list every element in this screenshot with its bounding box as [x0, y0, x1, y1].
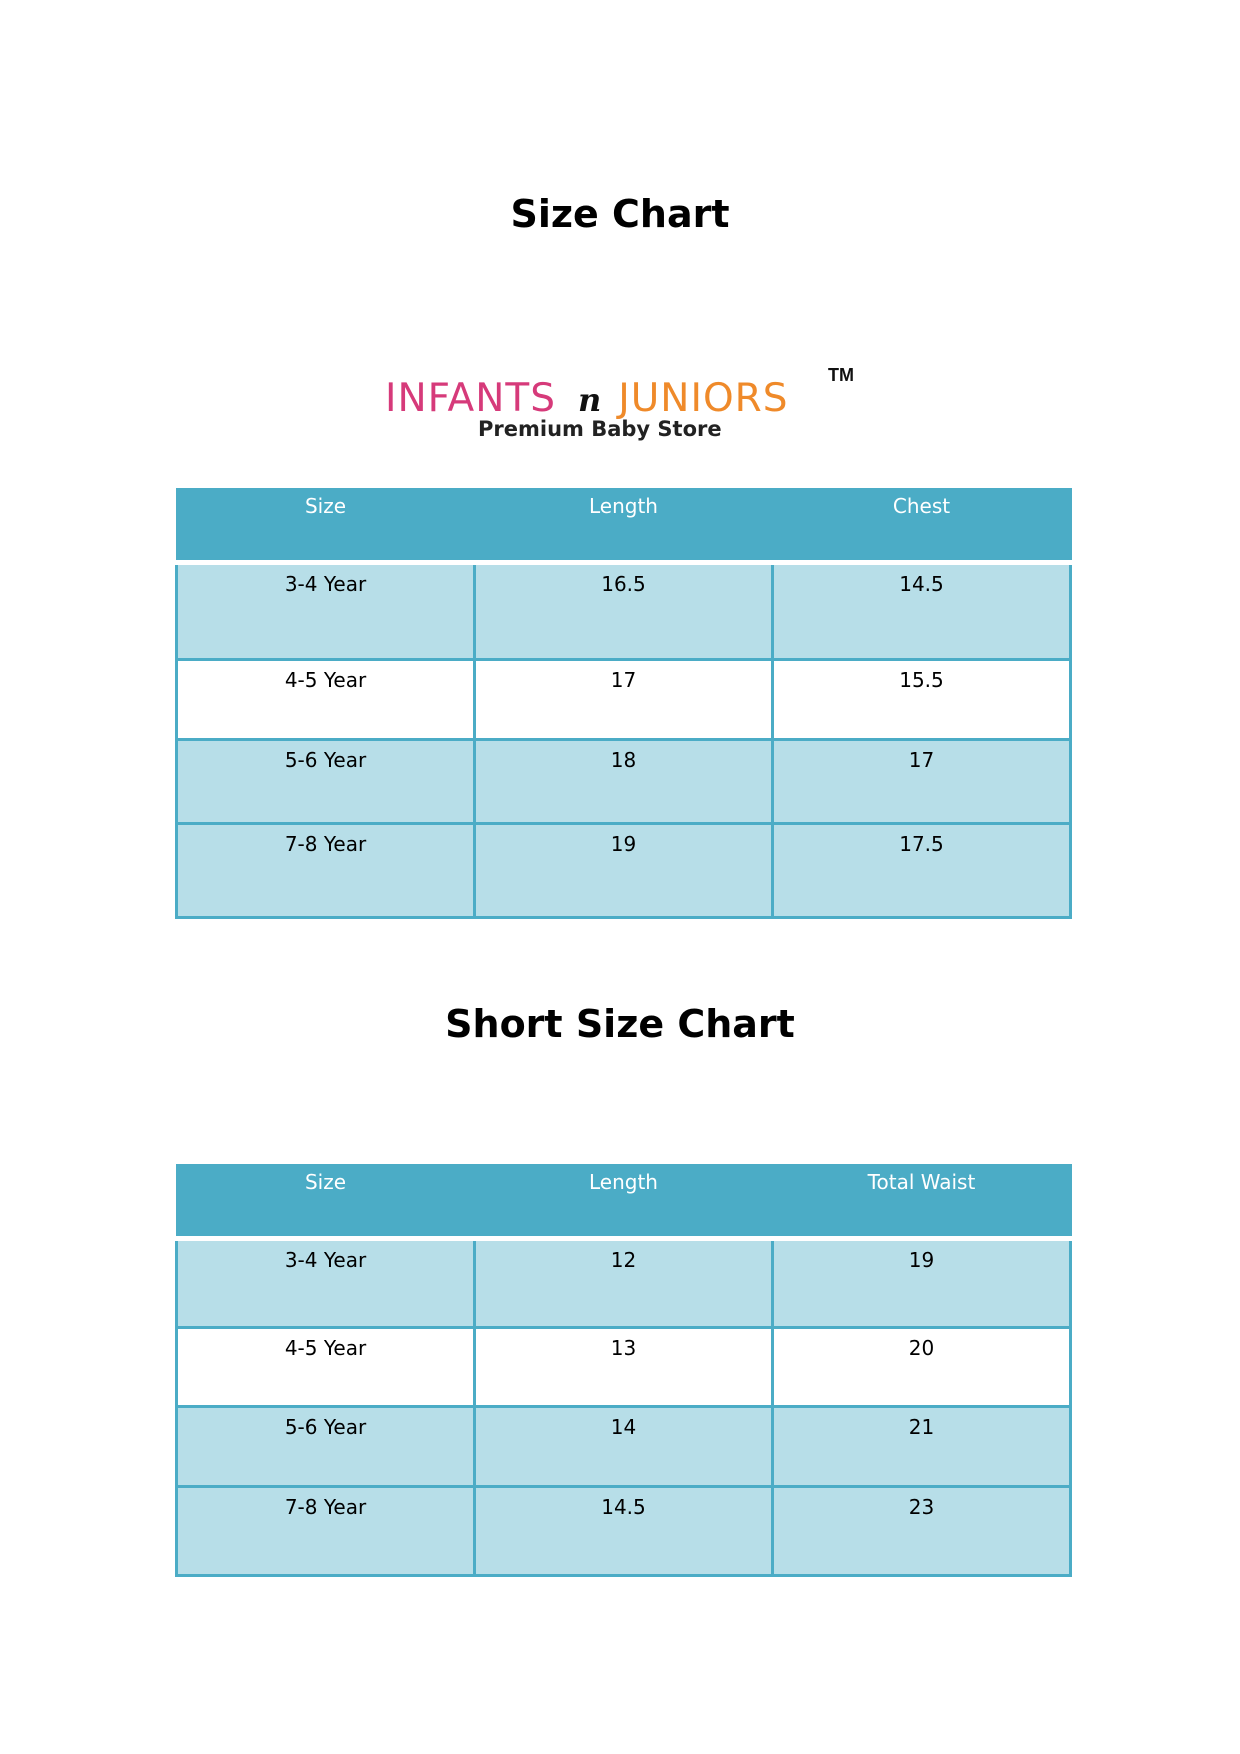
cell-chest: 17.5 — [773, 823, 1071, 917]
logo-wordmark — [385, 376, 789, 421]
table-row — [177, 739, 1071, 823]
table-row — [177, 562, 1071, 659]
size-chart-title: Size Chart — [510, 192, 730, 236]
table-row — [177, 659, 1071, 739]
table-row — [177, 1406, 1071, 1486]
cell-length: 16.5 — [475, 562, 773, 659]
short-size-chart-table — [175, 1164, 1072, 1577]
column-header-length: Length — [475, 1164, 773, 1238]
cell-length: 19 — [475, 823, 773, 917]
cell-total-waist: 21 — [773, 1406, 1071, 1486]
cell-size: 3-4 Year — [177, 562, 475, 659]
cell-chest: 15.5 — [773, 659, 1071, 739]
table-header-row — [177, 488, 1071, 562]
table-row — [177, 1238, 1071, 1327]
short-size-chart-title: Short Size Chart — [445, 1002, 795, 1046]
trademark-mark: TM — [828, 365, 854, 385]
logo-connector: n — [577, 381, 603, 419]
column-header-size: Size — [177, 488, 475, 562]
cell-length: 12 — [475, 1238, 773, 1327]
table-row — [177, 1486, 1071, 1575]
table-header-row — [177, 1164, 1071, 1238]
cell-size: 5-6 Year — [177, 1406, 475, 1486]
cell-size: 7-8 Year — [177, 823, 475, 917]
logo-word-infants: INFANTS — [385, 376, 556, 421]
cell-chest: 17 — [773, 739, 1071, 823]
cell-total-waist: 20 — [773, 1327, 1071, 1406]
cell-length: 14.5 — [475, 1486, 773, 1575]
cell-length: 18 — [475, 739, 773, 823]
cell-chest: 14.5 — [773, 562, 1071, 659]
column-header-total-waist: Total Waist — [773, 1164, 1071, 1238]
cell-total-waist: 23 — [773, 1486, 1071, 1575]
cell-size: 7-8 Year — [177, 1486, 475, 1575]
cell-length: 17 — [475, 659, 773, 739]
cell-size: 4-5 Year — [177, 659, 475, 739]
cell-size: 3-4 Year — [177, 1238, 475, 1327]
cell-size: 4-5 Year — [177, 1327, 475, 1406]
cell-length: 14 — [475, 1406, 773, 1486]
brand-logo — [385, 360, 855, 460]
column-header-length: Length — [475, 488, 773, 562]
column-header-size: Size — [177, 1164, 475, 1238]
size-chart-table — [175, 488, 1072, 919]
cell-total-waist: 19 — [773, 1238, 1071, 1327]
logo-word-juniors: JUNIORS — [618, 376, 789, 421]
table-row — [177, 1327, 1071, 1406]
cell-size: 5-6 Year — [177, 739, 475, 823]
cell-length: 13 — [475, 1327, 773, 1406]
logo-tagline: Premium Baby Store — [478, 417, 722, 441]
table-row — [177, 823, 1071, 917]
column-header-chest: Chest — [773, 488, 1071, 562]
